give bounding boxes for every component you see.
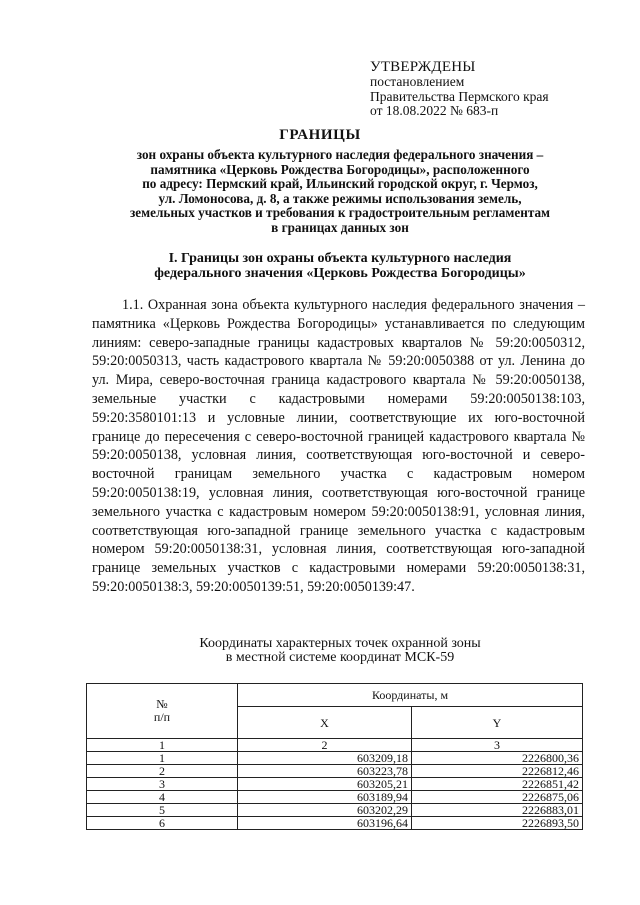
row-number: 6 [87,817,238,830]
approval-block [370,59,610,119]
table-row [87,791,583,804]
row-x: 603205,21 [238,778,412,791]
table-caption [120,637,560,665]
header-coordinates: Координаты, м [238,684,583,707]
header-number-label: № п/п [153,697,171,724]
approval-line-3: от 18.08.2022 № 683-п [370,103,499,118]
row-y: 2226883,01 [412,804,583,817]
paragraph-text: 1.1. Охранная зона объекта культурного наследия федерального значения – памятника «Церковь Рождества Богородицы» устанавливается по следующим линиям: северо-западные границы кадастровых кварталов № 59:20:0050312, 59:20:0050313, часть кадастрового квартала № 59:20:0050388 от ул. Ленина до ул. Мира, северо-восточная граница кадастрового квартала № 59:20:0050138, земельные участки с кадастровыми номерами 59:20:0050138:103, 59:20:3580101:13 и условные линии, соответствующие их юго-восточной границе до пересечения с северо-восточной границей кадастрового квартала № 59:20:0050138, условная линия, соответствующая юго-восточной и северо-восточной границам земельного участка с кадастровым номером 59:20:0050138:19, условная линия, соответствующая юго-восточной границе земельного участка с кадастровым номером 59:20:0050138:91, условная линия, соответствующая юго-западной границе земельного участка с кадастровым номером 59:20:0050138:31, условная линия, соответствующая юго-западной границе земельных участков с кадастровыми номерами 59:20:0050138:31, 59:20:0050138:3, 59:20:0050139:51, 59:20:0050139:47. [92,297,585,595]
index-row [87,739,583,752]
header-y: Y [412,707,583,739]
row-number: 5 [87,804,238,817]
document-title: ГРАНИЦЫ [279,127,361,143]
row-number: 2 [87,765,238,778]
subtitle-line: ул. Ломоносова, д. 8, а также режимы использования земель, [158,190,522,206]
row-x: 603196,64 [238,817,412,830]
row-y: 2226812,46 [412,765,583,778]
section-line: федерального значения «Церковь Рождества Богородицы» [154,266,526,281]
row-y: 2226875,06 [412,791,583,804]
index-cell: 1 [87,739,238,752]
subtitle-line: в границах данных зон [271,219,409,235]
approval-heading: УТВЕРЖДЕНЫ [370,59,476,75]
row-x: 603189,94 [238,791,412,804]
approval-line-2: Правительства Пермского края [370,88,549,104]
body-paragraph [92,296,585,597]
table-caption-line-2: в местной системе координат МСК-59 [225,650,455,665]
row-number: 3 [87,778,238,791]
index-cell: 2 [238,739,412,752]
header-x: X [238,707,412,739]
document-subtitle [80,148,600,236]
subtitle-line: по адресу: Пермский край, Ильинский городской округ, г. Чермоз, [142,176,538,192]
index-cell: 3 [412,739,583,752]
row-number: 4 [87,791,238,804]
approval-line-1: постановлением [370,74,465,89]
section-line: I. Границы зон охраны объекта культурного наследия [168,251,512,266]
table-row [87,817,583,830]
row-x: 603223,78 [238,765,412,778]
row-y: 2226800,36 [412,752,583,765]
header-number [87,684,238,739]
row-number: 1 [87,752,238,765]
table-row [87,778,583,791]
table-row [87,804,583,817]
subtitle-line: зон охраны объекта культурного наследия федерального значения – [136,147,544,162]
subtitle-line: земельных участков и требования к градостроительным регламентам [129,205,551,221]
coordinates-table [86,683,583,830]
subtitle-line: памятника «Церковь Рождества Богородицы», расположенного [150,161,530,177]
row-y: 2226893,50 [412,817,583,830]
row-x: 603202,29 [238,804,412,817]
table-caption-line-1: Координаты характерных точек охранной зоны [199,636,481,651]
row-y: 2226851,42 [412,778,583,791]
table-row [87,765,583,778]
section-heading [100,251,580,281]
row-x: 603209,18 [238,752,412,765]
table-row [87,752,583,765]
